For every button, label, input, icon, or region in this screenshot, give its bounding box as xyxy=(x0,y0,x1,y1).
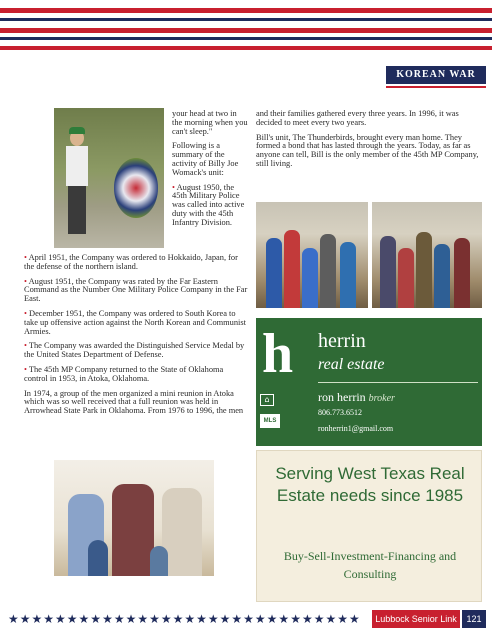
memorial-wreath xyxy=(114,158,158,218)
ad-email[interactable]: ronherrin1@gmail.com xyxy=(318,424,394,433)
bullet-text: August 1951, the Company was rated by the Far Eastern Command as the Number One Military Police Company in the Far East. xyxy=(24,276,248,304)
article-col1-top xyxy=(172,110,248,234)
ad-agent xyxy=(318,390,395,405)
footer-stars: ★★★★★★★★★★★★★★★★★★★★★★★★★★★★★★ xyxy=(8,612,361,626)
bullet-item xyxy=(172,184,248,228)
header-stripes xyxy=(0,0,492,60)
paragraph: Following is a summary of the activity of Billy Joe Womack's unit: xyxy=(172,141,239,177)
paragraph: Bill's unit, The Thunderbirds, brought every man home. They formed a bond that has lasted through the years. Today, as far as anyone can tell, Bill is the only member of the 45th MP Company, still living. xyxy=(256,132,479,168)
bullet-icon: • xyxy=(24,341,29,351)
family-photo xyxy=(256,202,482,308)
bullet-item xyxy=(24,310,248,336)
bullet-item xyxy=(24,278,248,304)
bullet-icon: • xyxy=(172,182,177,192)
bullet-text: The 45th MP Company returned to the State of Oklahoma control in 1953, in Atoka, Oklahoma. xyxy=(24,364,224,383)
bullet-icon: • xyxy=(24,253,29,262)
ad-brand: herrin xyxy=(318,330,366,352)
stripe-red xyxy=(0,46,492,50)
paragraph: your head at two in the morning when you can't sleep." xyxy=(172,109,248,136)
realestate-ad-banner xyxy=(256,450,482,602)
bullet-text: August 1950, the 45th Military Police was called into active duty with the 45th Infantry Division. xyxy=(172,182,245,227)
agent-name: ron herrin xyxy=(318,390,366,404)
veteran-figure xyxy=(66,130,88,240)
bullet-icon: • xyxy=(24,364,29,374)
paragraph: and their families gathered every three years. In 1996, it was decided to meet every two years. xyxy=(256,109,459,127)
bullet-item xyxy=(24,342,248,360)
realestate-ad[interactable] xyxy=(256,318,482,446)
ad-brand-sub: real estate xyxy=(318,356,385,373)
ad-tagline: Buy-Sell-Investment-Financing and Consulting xyxy=(283,549,457,581)
bullet-item xyxy=(24,366,248,384)
ad-phone[interactable]: 806.773.6512 xyxy=(318,408,362,417)
divider xyxy=(318,382,478,383)
veteran-photo xyxy=(54,108,164,248)
bullet-icon: • xyxy=(24,276,29,286)
agent-title: broker xyxy=(368,393,395,404)
paragraph: In 1974, a group of the men organized a mini reunion in Atoka which was so well received that a full reunion was held in Arrowhead State Park in Oklahoma. From 1976 to 1996, the men xyxy=(24,388,244,416)
article-col2 xyxy=(256,110,482,175)
bullet-item xyxy=(24,254,248,272)
publication-name: Lubbock Senior Link xyxy=(372,610,460,628)
article-col1-bullets xyxy=(24,254,248,422)
bullet-text: The Company was awarded the Distinguished Service Medal by the United States Department of Defense. xyxy=(24,341,245,360)
section-label: KOREAN WAR xyxy=(386,66,486,84)
stripe-red xyxy=(0,28,492,33)
equal-housing-icon: ⌂ xyxy=(260,394,274,406)
stripe-navy xyxy=(0,18,492,21)
bullet-icon: • xyxy=(24,308,30,318)
page-number: 121 xyxy=(462,610,486,628)
ad-logo-letter: h xyxy=(262,323,294,385)
veterans-group-photo xyxy=(54,460,214,576)
stripe-red xyxy=(0,8,492,13)
stripe-navy xyxy=(0,37,492,40)
bullet-text: December 1951, the Company was ordered to South Korea to take up offensive action against the North Korean and Communist Armies. xyxy=(24,308,246,336)
mls-icon: MLS xyxy=(260,414,280,428)
bullet-text: April 1951, the Company was ordered to Hokkaido, Japan, for the defense of the northern island. xyxy=(24,253,238,271)
ad-headline: Serving West Texas Real Estate needs since 1985 xyxy=(275,464,465,505)
